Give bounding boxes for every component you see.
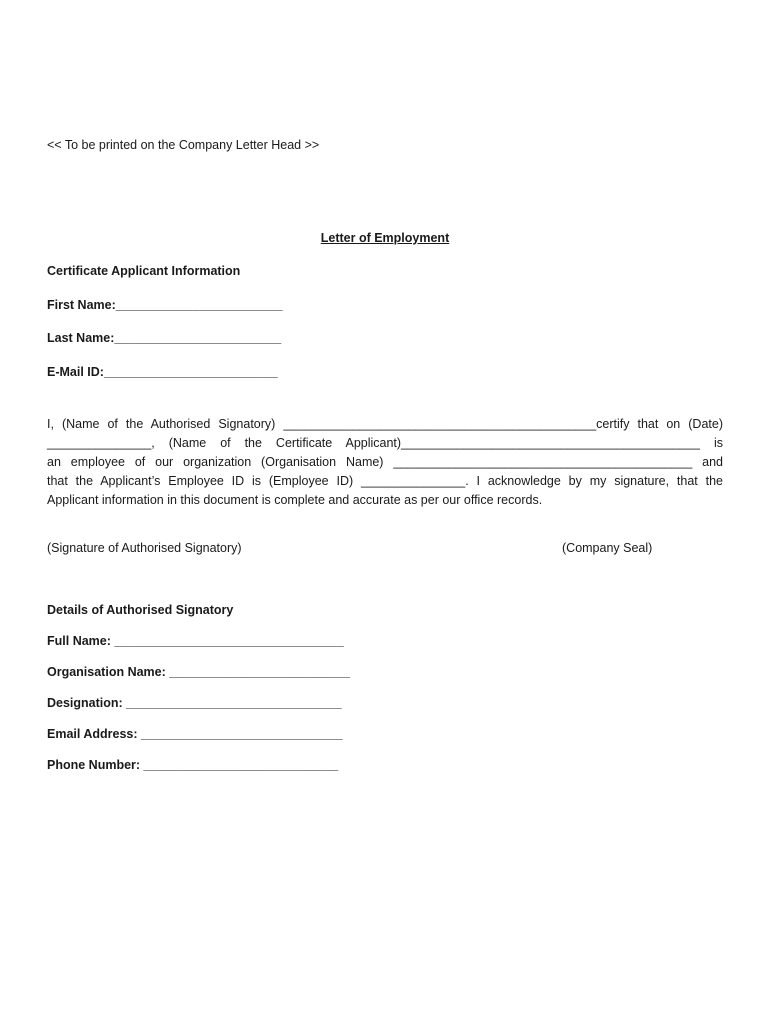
declaration-paragraph bbox=[47, 415, 723, 510]
signatory-details-heading: Details of Authorised Signatory bbox=[47, 603, 234, 617]
last-name-field: Last Name:________________________ bbox=[47, 331, 282, 345]
declaration-line: I, (Name of the Authorised Signatory) _____________________________________________certify that on (Date) bbox=[47, 417, 723, 431]
company-seal-label: (Company Seal) bbox=[562, 541, 653, 555]
document-title: Letter of Employment bbox=[320, 231, 450, 245]
letterhead-note: << To be printed on the Company Letter Head >> bbox=[47, 138, 320, 152]
full-name-field: Full Name: _________________________________ bbox=[47, 634, 344, 648]
declaration-line: Applicant information in this document is complete and accurate as per our office records. bbox=[47, 493, 543, 507]
designation-field: Designation: _______________________________ bbox=[47, 696, 342, 710]
applicant-section-heading: Certificate Applicant Information bbox=[47, 264, 241, 278]
email-id-field: E-Mail ID:_________________________ bbox=[47, 365, 278, 379]
first-name-field: First Name:________________________ bbox=[47, 298, 283, 312]
email-address-field: Email Address: _____________________________ bbox=[47, 727, 343, 741]
organisation-name-field: Organisation Name: __________________________ bbox=[47, 665, 350, 679]
declaration-line: that the Applicant’s Employee ID is (Employee ID) _______________. I acknowledge by my signature, that the bbox=[47, 474, 723, 488]
document-title-wrapper bbox=[0, 231, 770, 246]
phone-number-field: Phone Number: ____________________________ bbox=[47, 758, 339, 772]
signatory-signature-label: (Signature of Authorised Signatory) bbox=[47, 541, 242, 555]
declaration-line: an employee of our organization (Organisation Name) ___________________________________________ and bbox=[47, 455, 723, 469]
declaration-line: _______________, (Name of the Certificate Applicant)___________________________________________ is bbox=[47, 436, 723, 450]
